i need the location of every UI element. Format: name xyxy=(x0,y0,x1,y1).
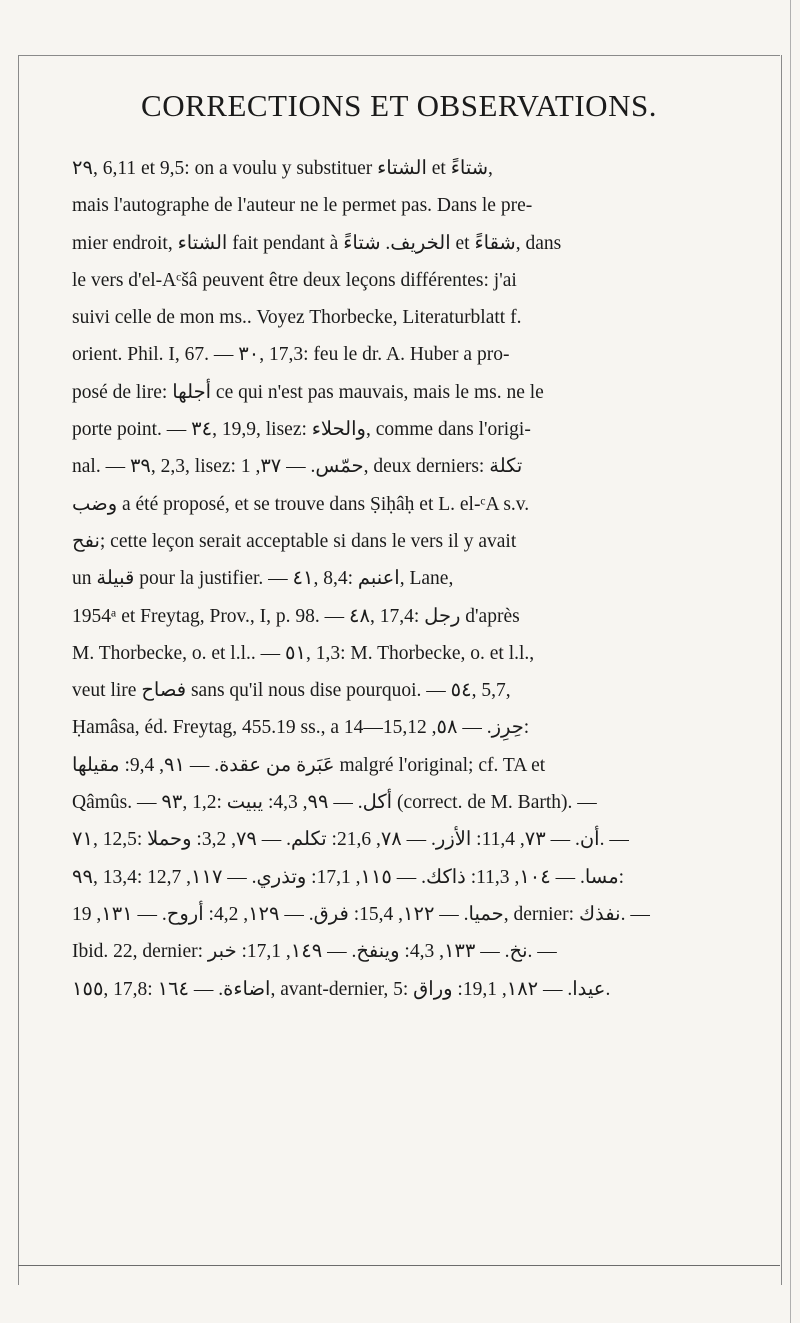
text-line: 1954ᵃ et Freytag, Prov., I, p. 98. — ٤٨, 17,4: رجل d'après xyxy=(72,605,520,627)
text-line: le vers d'el-Aᶜšâ peuvent être deux leçons différentes: j'ai xyxy=(72,269,517,291)
text-line: Ḥamâsa, éd. Freytag, 455.19 ss., a حِرِز. — ٥٨, 15,12—14: xyxy=(72,717,530,739)
text-line: حميا. — ١٢٢, 15,4: فرق. — ١٢٩, 4,2: أروح. — ١٣١, 19, dernier: نفذك. — xyxy=(72,903,650,925)
text-line: Ibid. 22, dernier: نخ. — ١٣٣, 4,3: وينفخ. — ١٤٩, 17,1: خبر. — xyxy=(72,941,557,963)
text-line: un قبيلة pour la justifier. — ٤١, 8,4: اعنبم, Lane, xyxy=(72,568,454,590)
text-line: ٩٩, 13,4: مسا. — ١٠٤, 11,3: ذاكك. — ١١٥, 17,1: وتذري. — ١١٧, 12,7: xyxy=(72,866,625,888)
page-title: CORRECTIONS ET OBSERVATIONS. xyxy=(141,88,657,123)
text-line: mais l'autographe de l'auteur ne le permet pas. Dans le pre- xyxy=(72,195,533,217)
top-rule xyxy=(18,55,780,56)
text-line: ١٥٥, 17,8: اضاءة. — ١٦٤, avant-dernier, 5: عيدا. — ١٨٢, 19,1: وراق. xyxy=(72,978,611,1000)
bottom-rule xyxy=(18,1265,780,1266)
text-line: mier endroit, الشتاء fait pendant à الخريف. شتاءً et شقاءً, dans xyxy=(72,232,562,254)
text-line: وضب a été proposé, et se trouve dans Ṣiḥâḥ et L. el-ᶜA s.v. xyxy=(72,493,530,515)
corrections-text xyxy=(72,150,720,1008)
text-line: Qâmûs. — ٩٣, 1,2: أكل. — ٩٩, 4,3: يبيت (correct. de M. Barth). — xyxy=(72,792,597,814)
text-line: عَبَرة من عقدة. — ٩١, 9,4: مقيلها malgré l'original; cf. TA et xyxy=(72,754,546,776)
text-line: ٧١, 12,5: أن. — ٧٣, 11,4: الأزر. — ٧٨, 21,6: تكلم. — ٧٩, 3,2: وحملا. — xyxy=(72,829,629,851)
text-line: posé de lire: أجلها ce qui n'est pas mauvais, mais le ms. ne le xyxy=(72,381,544,403)
text-line: veut lire فصاح sans qu'il nous dise pourquoi. — ٥٤, 5,7, xyxy=(72,680,511,702)
text-line: orient. Phil. I, 67. — ٣٠, 17,3: feu le dr. A. Huber a pro- xyxy=(72,344,510,366)
text-line: nal. — ٣٩, 2,3, lisez: حمّس. — ٣٧, 1, deux derniers: تكلة xyxy=(72,456,523,478)
text-line: نفح; cette leçon serait acceptable si dans le vers il y avait xyxy=(72,530,517,552)
text-line: ٢٩, 6,11 et 9,5: on a voulu y substituer الشتاء et شتاءً, xyxy=(72,158,493,179)
text-line: M. Thorbecke, o. et l.l.. — ٥١, 1,3: M. Thorbecke, o. et l.l., xyxy=(72,642,535,664)
text-line: suivi celle de mon ms.. Voyez Thorbecke, Literaturblatt f. xyxy=(72,307,522,329)
page-edge-line xyxy=(790,0,791,1323)
text-line: porte point. — ٣٤, 19,9, lisez: والحلاء, comme dans l'origi- xyxy=(72,419,531,441)
